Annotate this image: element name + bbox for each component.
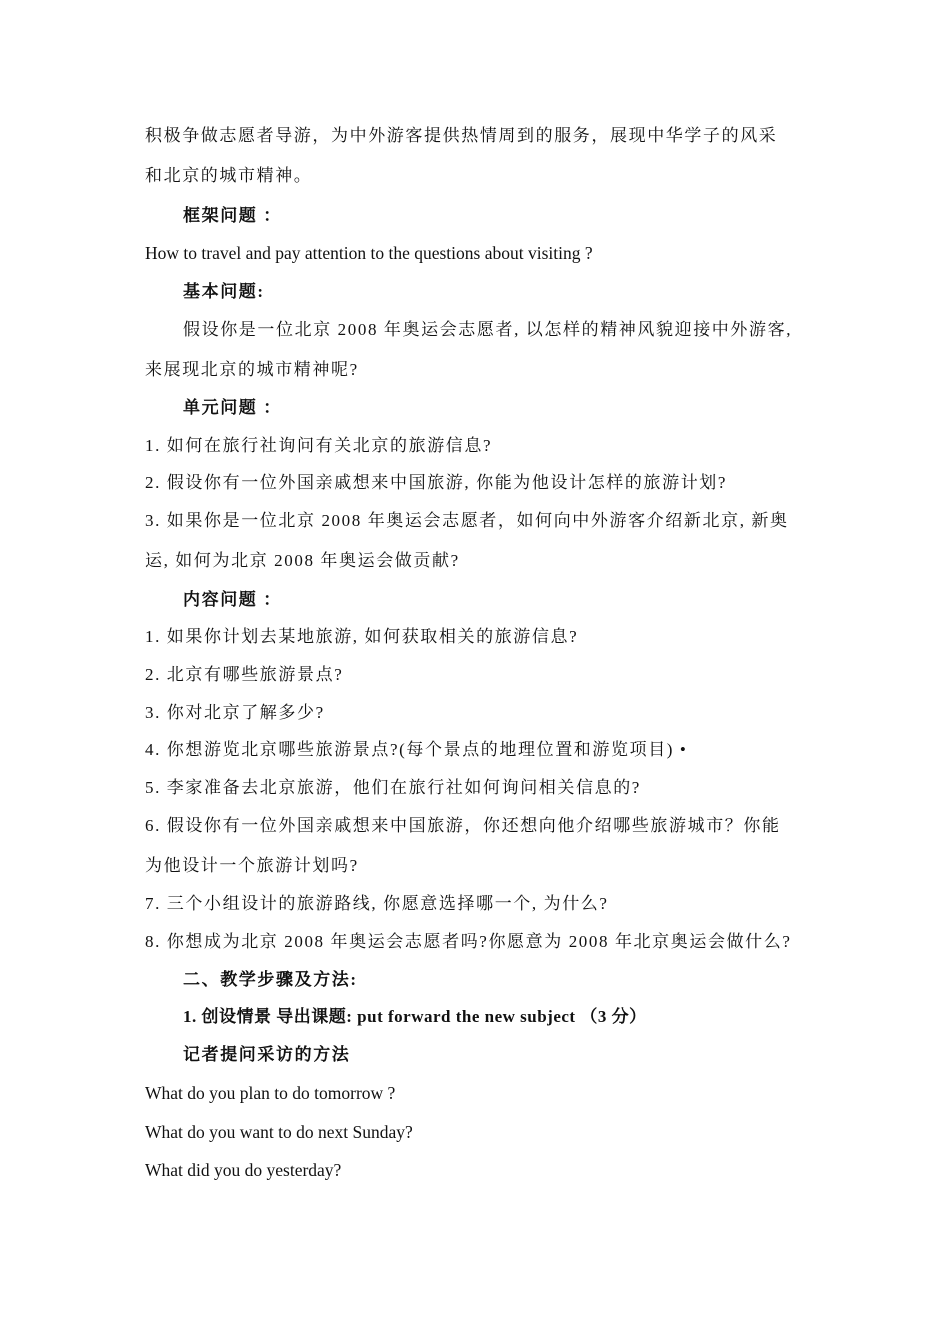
content-question-3: 3. 你对北京了解多少? <box>145 703 325 722</box>
content-question-2: 2. 北京有哪些旅游景点? <box>145 665 344 684</box>
unit-question-3a: 3. 如果你是一位北京 2008 年奥运会志愿者，如何向中外游客介绍新北京, 新奥 <box>145 511 789 530</box>
english-question-2: What do you want to do next Sunday? <box>145 1122 413 1142</box>
intro-line-1: 积极争做志愿者导游，为中外游客提供热情周到的服务，展现中华学子的风采 <box>145 126 778 145</box>
reporter-method-heading: 记者提问采访的方法 <box>183 1045 351 1064</box>
english-question-1: What do you plan to do tomorrow ? <box>145 1083 396 1103</box>
content-question-1: 1. 如果你计划去某地旅游, 如何获取相关的旅游信息? <box>145 627 579 646</box>
unit-question-heading: 单元问题 ： <box>183 398 282 417</box>
basic-question-heading: 基本问题: <box>183 282 265 301</box>
unit-question-1: 1. 如何在旅行社询问有关北京的旅游信息? <box>145 436 493 455</box>
unit-question-3b: 运, 如何为北京 2008 年奥运会做贡献? <box>145 551 460 570</box>
intro-line-2: 和北京的城市精神。 <box>145 166 313 185</box>
content-question-6a: 6. 假设你有一位外国亲戚想来中国旅游，你还想向他介绍哪些旅游城市？你能 <box>145 816 781 835</box>
unit-question-2: 2. 假设你有一位外国亲戚想来中国旅游, 你能为他设计怎样的旅游计划? <box>145 473 728 492</box>
teaching-steps-heading: 二、教学步骤及方法: <box>183 970 358 989</box>
content-question-7: 7. 三个小组设计的旅游路线, 你愿意选择哪一个, 为什么? <box>145 894 609 913</box>
frame-question-text: How to travel and pay attention to the questions about visiting ? <box>145 243 593 263</box>
content-question-4: 4. 你想游览北京哪些旅游景点?(每个景点的地理位置和游览项目) • <box>145 740 688 759</box>
content-question-5: 5. 李家准备去北京旅游，他们在旅行社如何询问相关信息的? <box>145 778 641 797</box>
step-1-heading: 1. 创设情景 导出课题: put forward the new subject （3 分） <box>183 1007 647 1026</box>
basic-question-line-1: 假设你是一位北京 2008 年奥运会志愿者, 以怎样的精神风貌迎接中外游客, <box>183 320 793 339</box>
english-question-3: What did you do yesterday? <box>145 1160 342 1180</box>
frame-question-heading: 框架问题 ： <box>183 206 282 225</box>
basic-question-line-2: 来展现北京的城市精神呢? <box>145 360 359 379</box>
content-question-heading: 内容问题 ： <box>183 590 282 609</box>
content-question-6b: 为他设计一个旅游计划吗? <box>145 856 359 875</box>
content-question-8: 8. 你想成为北京 2008 年奥运会志愿者吗?你愿意为 2008 年北京奥运会做什么? <box>145 932 792 951</box>
